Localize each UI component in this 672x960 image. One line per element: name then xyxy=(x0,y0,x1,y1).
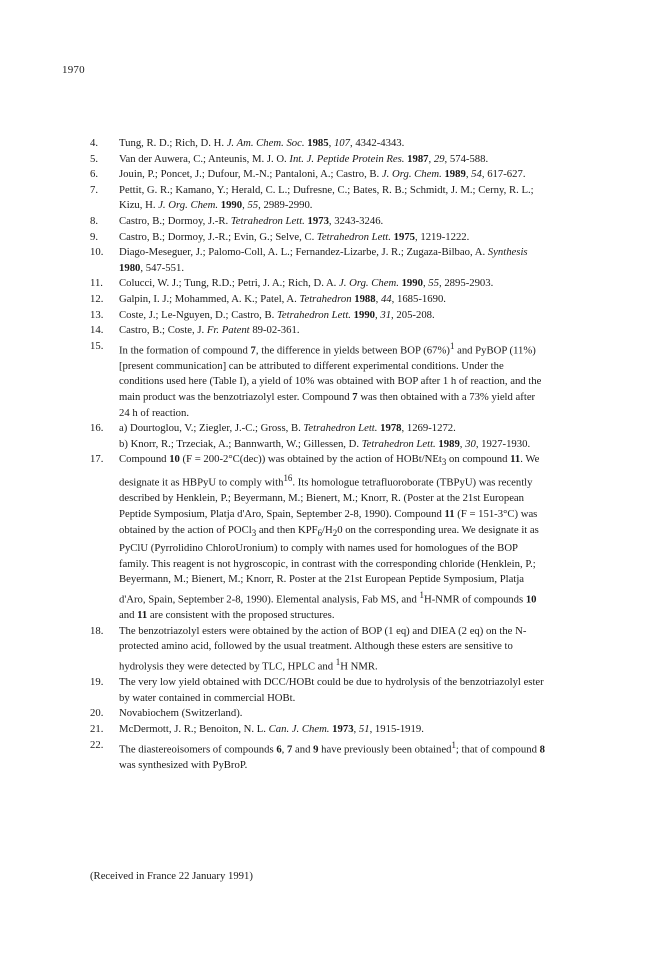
reference-number: 14. xyxy=(90,324,104,337)
reference-text: The diastereoisomers of compounds 6, 7 and 9 have previously been obtained$^1$; that of compound 8 was synthesized with PyBroP. xyxy=(119,739,545,771)
page-number: 1970 xyxy=(62,64,85,76)
reference-number: 16. xyxy=(90,422,104,435)
reference-item xyxy=(90,675,610,706)
reference-text: Coste, J.; Le-Nguyen, D.; Castro, B. Tetrahedron Lett. 1990, 31, 205-208. xyxy=(119,308,435,321)
reference-item xyxy=(90,292,610,308)
reference-text: a) Dourtoglou, V.; Ziegler, J.-C.; Gross, B. Tetrahedron Lett. 1978, 1269-1272. b) Knorr, R.; Trzeciak, A.; Bannwarth, W.; Gillessen, D. Tetrahedron Lett. 1989, 30, 1927-1930. xyxy=(119,422,531,450)
reference-number: 17. xyxy=(90,453,104,466)
reference-number: 22. xyxy=(90,738,104,751)
received-note: (Received in France 22 January 1991) xyxy=(90,870,253,882)
reference-text: Pettit, G. R.; Kamano, Y.; Herald, C. L.; Dufresne, C.; Bates, R. B.; Schmidt, J. M.; Cerny, R. L.; Kizu, H. J. Org. Chem. 1990, 55, 2989-2990. xyxy=(119,183,534,212)
reference-text: In the formation of compound 7, the difference in yields between BOP $(67\%)^1$ and PyBOP (11%) [present communication] can be attributed to different experimental conditions. Under the conditions used here (Table I), a yield of 10% was obtained with BOP after 1 h of reaction, and the main product was the benzotriazolyl ester. Compound 7 was then obtained with a 73% yield after 24 h of reaction. xyxy=(119,340,542,419)
reference-text: Galpin, I. J.; Mohammed, A. K.; Patel, A. Tetrahedron 1988, 44, 1685-1690. xyxy=(119,292,446,305)
reference-item xyxy=(90,245,610,276)
reference-number: 10. xyxy=(90,246,104,259)
reference-text: Diago-Meseguer, J.; Palomo-Coll, A. L.; Fernandez-Lizarbe, J. R.; Zugaza-Bilbao, A. Synthesis 1980, 547-551. xyxy=(119,246,528,274)
reference-number: 20. xyxy=(90,707,104,720)
reference-text: Van der Auwera, C.; Anteunis, M. J. O. Int. J. Peptide Protein Res. 1987, 29, 574-588. xyxy=(119,152,489,165)
reference-text: Colucci, W. J.; Tung, R.D.; Petri, J. A.; Rich, D. A. J. Org. Chem. 1990, 55, 2895-2903. xyxy=(119,277,494,290)
reference-item xyxy=(90,706,610,722)
reference-text: Novabiochem (Switzerland). xyxy=(119,707,243,720)
reference-number: 13. xyxy=(90,308,104,321)
reference-item xyxy=(90,276,610,292)
reference-text: Jouin, P.; Poncet, J.; Dufour, M.-N.; Pantaloni, A.; Castro, B. J. Org. Chem. 1989, 54, 617-627. xyxy=(119,168,526,181)
reference-number: 15. xyxy=(90,339,104,352)
reference-item xyxy=(90,152,610,168)
reference-item xyxy=(90,738,610,774)
reference-number: 19. xyxy=(90,676,104,689)
reference-text: Castro, B.; Coste, J. Fr. Patent 89-02-361. xyxy=(119,324,300,337)
reference-item xyxy=(90,136,610,152)
reference-item xyxy=(90,323,610,339)
reference-number: 12. xyxy=(90,292,104,305)
reference-number: 8. xyxy=(90,214,99,227)
reference-text: Tung, R. D.; Rich, D. H. J. Am. Chem. Soc. 1985, 107, 4342-4343. xyxy=(119,137,405,149)
reference-item xyxy=(90,339,610,422)
reference-item xyxy=(90,624,610,675)
reference-number: 7. xyxy=(90,183,99,196)
reference-number: 11. xyxy=(90,277,103,290)
reference-item xyxy=(90,722,610,738)
reference-list xyxy=(90,136,610,773)
reference-item xyxy=(90,308,610,324)
reference-text: The very low yield obtained with DCC/HOBt could be due to hydrolysis of the benzotriazolyl ester by water contained in commercial HOBt. xyxy=(119,676,544,704)
reference-number: 4. xyxy=(90,137,99,149)
reference-number: 18. xyxy=(90,624,104,637)
reference-number: 5. xyxy=(90,152,99,165)
reference-text: Compound 10 (F = 200-2°C(dec)) was obtained by the action of HOBt/NEt$_3$ on compound 11. We designate it as HBPyU to comply with$^{16}$. Its homologue tetrafluoroborate (TBPyU) was recently described by Henklein, P.; Beyermann, M.; Bienert, M.; Knorr, R. (Poster at the 21st European Peptide Symposium, Platja d'Aro, Spain, September 2-8, 1990). Compound 11 (F = 151-3°C) was obtained by the action of POCl$_3$ and then $KPF_6/H_20$ on the corresponding urea. We designate it as PyClU (Pyrrolidino ChloroUronium) to comply with names used for homologues of the BOP family. This reagent is not hygroscopic, in contrast with the corresponding chloride (Henklein, P.; Beyermann, M.; Bienert, M.; Knorr, R. Poster at the 21st European Peptide Symposium, Platja d'Aro, Spain, September 2-8, 1990). Elemental analysis, Fab MS, and $^1$H-NMR of compounds 10 and 11 are consistent with the proposed structures. xyxy=(119,453,540,622)
reference-item xyxy=(90,452,610,623)
reference-item xyxy=(90,167,610,183)
reference-number: 21. xyxy=(90,722,104,735)
reference-text: The benzotriazolyl esters were obtained by the action of BOP (1 eq) and DIEA (2 eq) on the N- protected amino acid, followed by the usual treatment. Although these esters are sensitive to hydrolysis they were detected by TLC, HPLC and $^1$H NMR. xyxy=(119,624,527,673)
reference-number: 6. xyxy=(90,168,99,181)
reference-item xyxy=(90,230,610,246)
reference-item xyxy=(90,421,610,452)
reference-item xyxy=(90,214,610,230)
reference-text: Castro, B.; Dormoy, J.-R. Tetrahedron Lett. 1973, 3243-3246. xyxy=(119,214,384,227)
reference-text: Castro, B.; Dormoy, J.-R.; Evin, G.; Selve, C. Tetrahedron Lett. 1975, 1219-1222. xyxy=(119,230,470,243)
reference-number: 9. xyxy=(90,230,99,243)
reference-item xyxy=(90,183,610,214)
reference-text: McDermott, J. R.; Benoiton, N. L. Can. J. Chem. 1973, 51, 1915-1919. xyxy=(119,722,424,735)
